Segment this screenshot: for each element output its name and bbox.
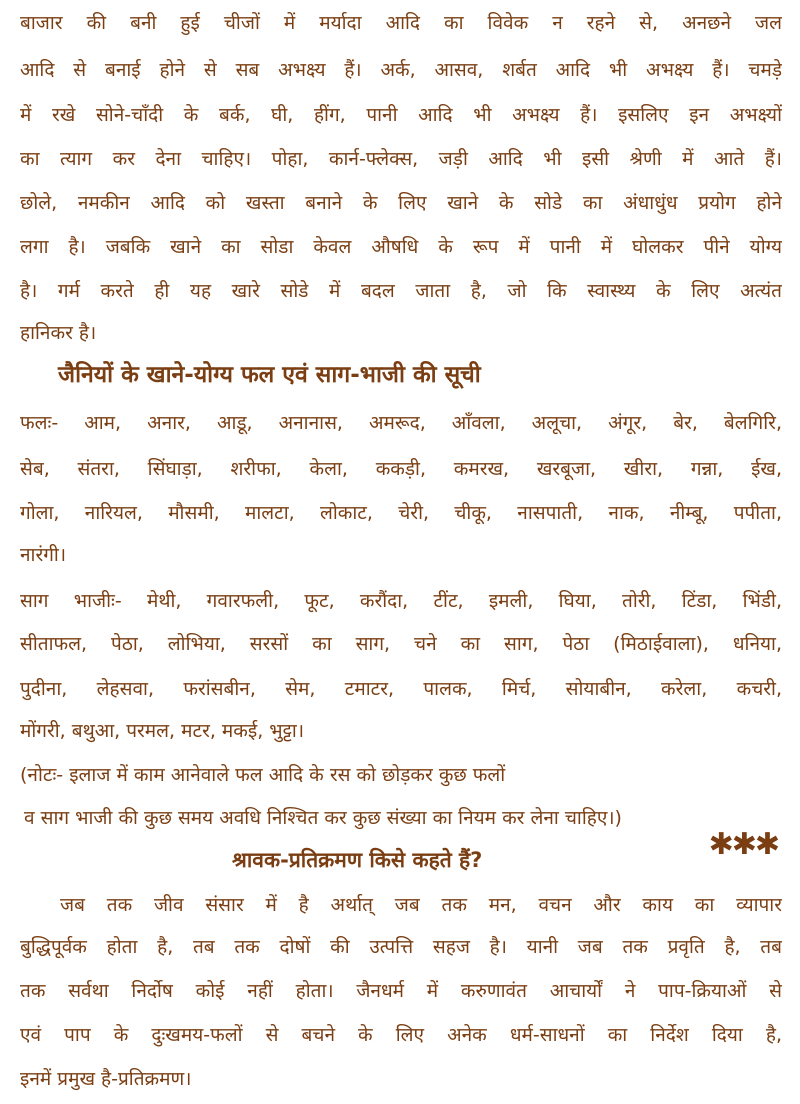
vegetable-list-line: सीताफल, पेठा, लोभिया, सरसों का साग, चने का साग, पेठा (मिठाईवाला), धनिया, (20, 633, 782, 655)
vegetable-list-line: साग भाजीः- मेथी, गवारफली, फूट, करौंदा, टींट, इमली, घिया, तोरी, टिंडा, भिंडी, (20, 590, 782, 612)
paragraph-line: तक सर्वथा निर्दोष कोई नहीं होता। जैनधर्म में करुणावंत आचार्यों ने पाप-क्रियाओं से (20, 980, 782, 1002)
paragraph-line: छोले, नमकीन आदि को खस्ता बनाने के लिए खाने के सोडे का अंधाधुंध प्रयोग होने (20, 192, 782, 214)
note-line: (नोटः- इलाज में काम आनेवाले फल आदि के रस को छोड़कर कुछ फलों (20, 764, 506, 786)
paragraph-line: लगा है। जबकि खाने का सोडा केवल औषधि के रूप में पानी में घोलकर पीने योग्य (20, 236, 782, 258)
section-heading-pratikraman: श्रावक-प्रतिक्रमण किसे कहते हैं? (232, 848, 483, 872)
paragraph-line: आदि से बनाई होने से सब अभक्ष्य हैं। अर्क, आसव, शर्बत आदि भी अभक्ष्य हैं। चमड़े (20, 59, 782, 81)
paragraph-line: बुद्धिपूर्वक होता है, तब तक दोषों की उत्पत्ति सहज है। यानी जब तक प्रवृति है, तब (20, 936, 782, 958)
fruit-list-line: गोला, नारियल, मौसमी, मालटा, लोकाट, चेरी, चीकू, नासपाती, नाक, नीम्बू, पपीता, (20, 502, 782, 524)
fruit-list-line: फलः- आम, अनार, आडू, अनानास, अमरूद, आँवला, अलूचा, अंगूर, बेर, बेलगिरि, (20, 412, 782, 434)
paragraph-line: में रखे सोने-चाँदी के बर्क, घी, हींग, पानी आदि भी अभक्ष्य हैं। इसलिए इन अभक्ष्यों (20, 104, 782, 126)
paragraph-line: एवं पाप के दुःखमय-फलों से बचने के लिए अनेक धर्म-साधनों का निर्देश दिया है, (20, 1024, 782, 1046)
fruit-list-line: सेब, संतरा, सिंघाड़ा, शरीफा, केला, ककड़ी, कमरख, खरबूजा, खीरा, गन्ना, ईख, (20, 458, 782, 480)
paragraph-line: है। गर्म करते ही यह खारे सोडे में बदल जाता है, जो कि स्वास्थ्य के लिए अत्यंत (20, 280, 782, 302)
paragraph-line: का त्याग कर देना चाहिए। पोहा, कार्न-फ्लेक्स, जड़ी आदि भी इसी श्रेणी में आते हैं। (20, 148, 782, 170)
vegetable-list-line: पुदीना, लेहसवा, फरांसबीन, सेम, टमाटर, पालक, मिर्च, सोयाबीन, करेला, कचरी, (20, 678, 782, 700)
section-heading-fruit-vegetable-list: जैनियों के खाने-योग्य फल एवं साग-भाजी की सूची (58, 362, 481, 388)
paragraph-line: इनमें प्रमुख है-प्रतिक्रमण। (20, 1068, 192, 1090)
fruit-list-line: नारंगी। (20, 544, 67, 566)
paragraph-line: जब तक जीव संसार में है अर्थात् जब तक मन, वचन और काय का व्यापार (60, 894, 782, 916)
asterisk-ornament-icon: ✱✱✱ (708, 827, 778, 862)
paragraph-line: हानिकर है। (20, 322, 97, 344)
vegetable-list-line: मोंगरी, बथुआ, परमल, मटर, मकई, भुट्टा। (20, 720, 305, 742)
paragraph-line: बाजार की बनी हुई चीजों में मर्यादा आदि का विवेक न रहने से, अनछने जल (20, 12, 782, 34)
note-line: व साग भाजी की कुछ समय अवधि निश्चित कर कुछ संख्या का नियम कर लेना चाहिए।) (24, 807, 622, 829)
